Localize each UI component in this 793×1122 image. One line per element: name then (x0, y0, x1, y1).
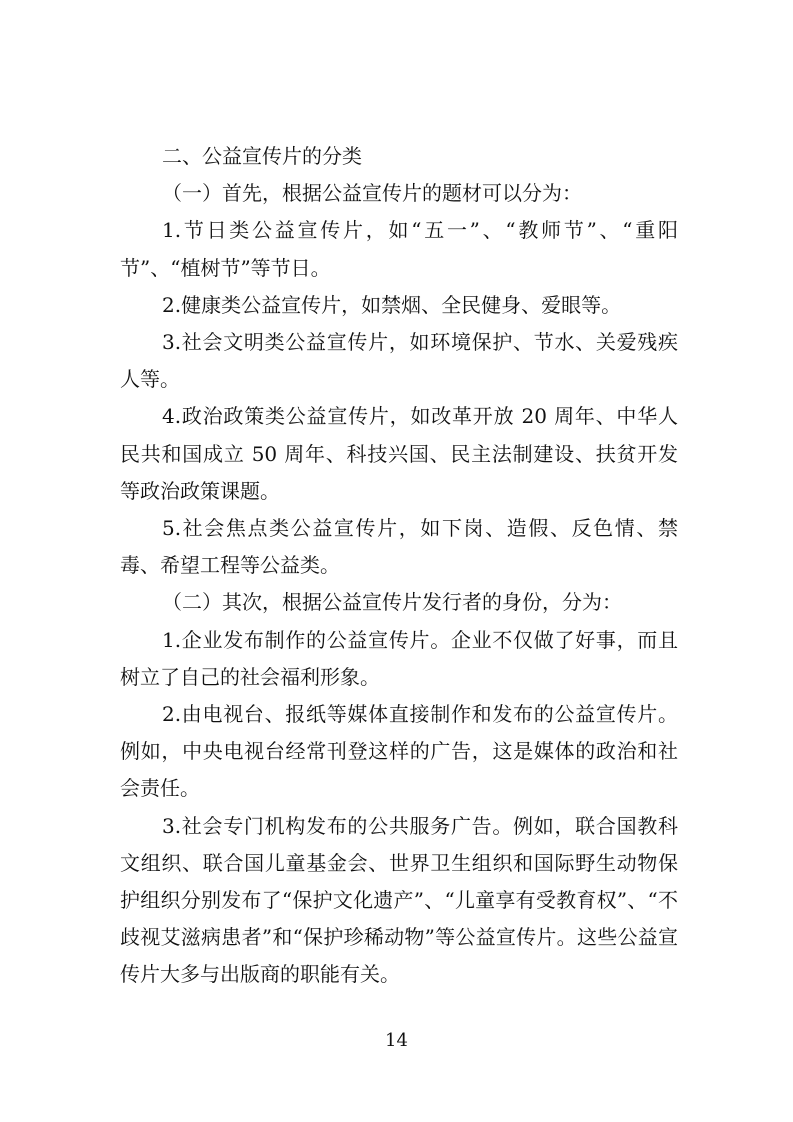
paragraph-topic-politics: 4.政治政策类公益宣传片，如改革开放 20 周年、中华人民共和国成立 50 周年、科技兴国、民主法制建设、扶贫开发等政治政策课题。 (120, 404, 678, 503)
paragraph-topic-social-focus: 5.社会焦点类公益宣传片，如下岗、造假、反色情、禁毒、希望工程等公益类。 (120, 516, 678, 578)
page-number: 14 (385, 1030, 408, 1051)
subsection-heading-2: （二）其次，根据公益宣传片发行者的身份，分为： (162, 590, 622, 615)
paragraph-publisher-media: 2.由电视台、报纸等媒体直接制作和发布的公益宣传片。例如，中央电视台经常刊登这样的广告，这是媒体的政治和社会责任。 (120, 702, 678, 801)
paragraph-topic-civility: 3.社会文明类公益宣传片，如环境保护、节水、关爱残疾人等。 (120, 330, 678, 392)
paragraph-publisher-institution: 3.社会专门机构发布的公共服务广告。例如，联合国教科文组织、联合国儿童基金会、世界卫生组织和国际野生动物保护组织分别发布了“保护文化遗产”、“儿童享有受教育权”、“不歧视艾滋病患者”和“保护珍稀动物”等公益宣传片。这些公益宣传片大多与出版商的职能有关。 (120, 813, 678, 987)
subsection-heading-1: （一）首先，根据公益宣传片的题材可以分为： (162, 181, 582, 206)
paragraph-topic-health: 2.健康类公益宣传片，如禁烟、全民健身、爱眼等。 (162, 292, 622, 317)
paragraph-publisher-enterprise: 1.企业发布制作的公益宣传片。企业不仅做了好事，而且树立了自己的社会福利形象。 (120, 627, 678, 689)
document-body (120, 138, 678, 994)
paragraph-topic-holiday: 1.节日类公益宣传片，如“五一”、“教师节”、“重阳节”、“植树节”等节日。 (120, 218, 678, 280)
section-title: 二、公益宣传片的分类 (162, 144, 362, 168)
